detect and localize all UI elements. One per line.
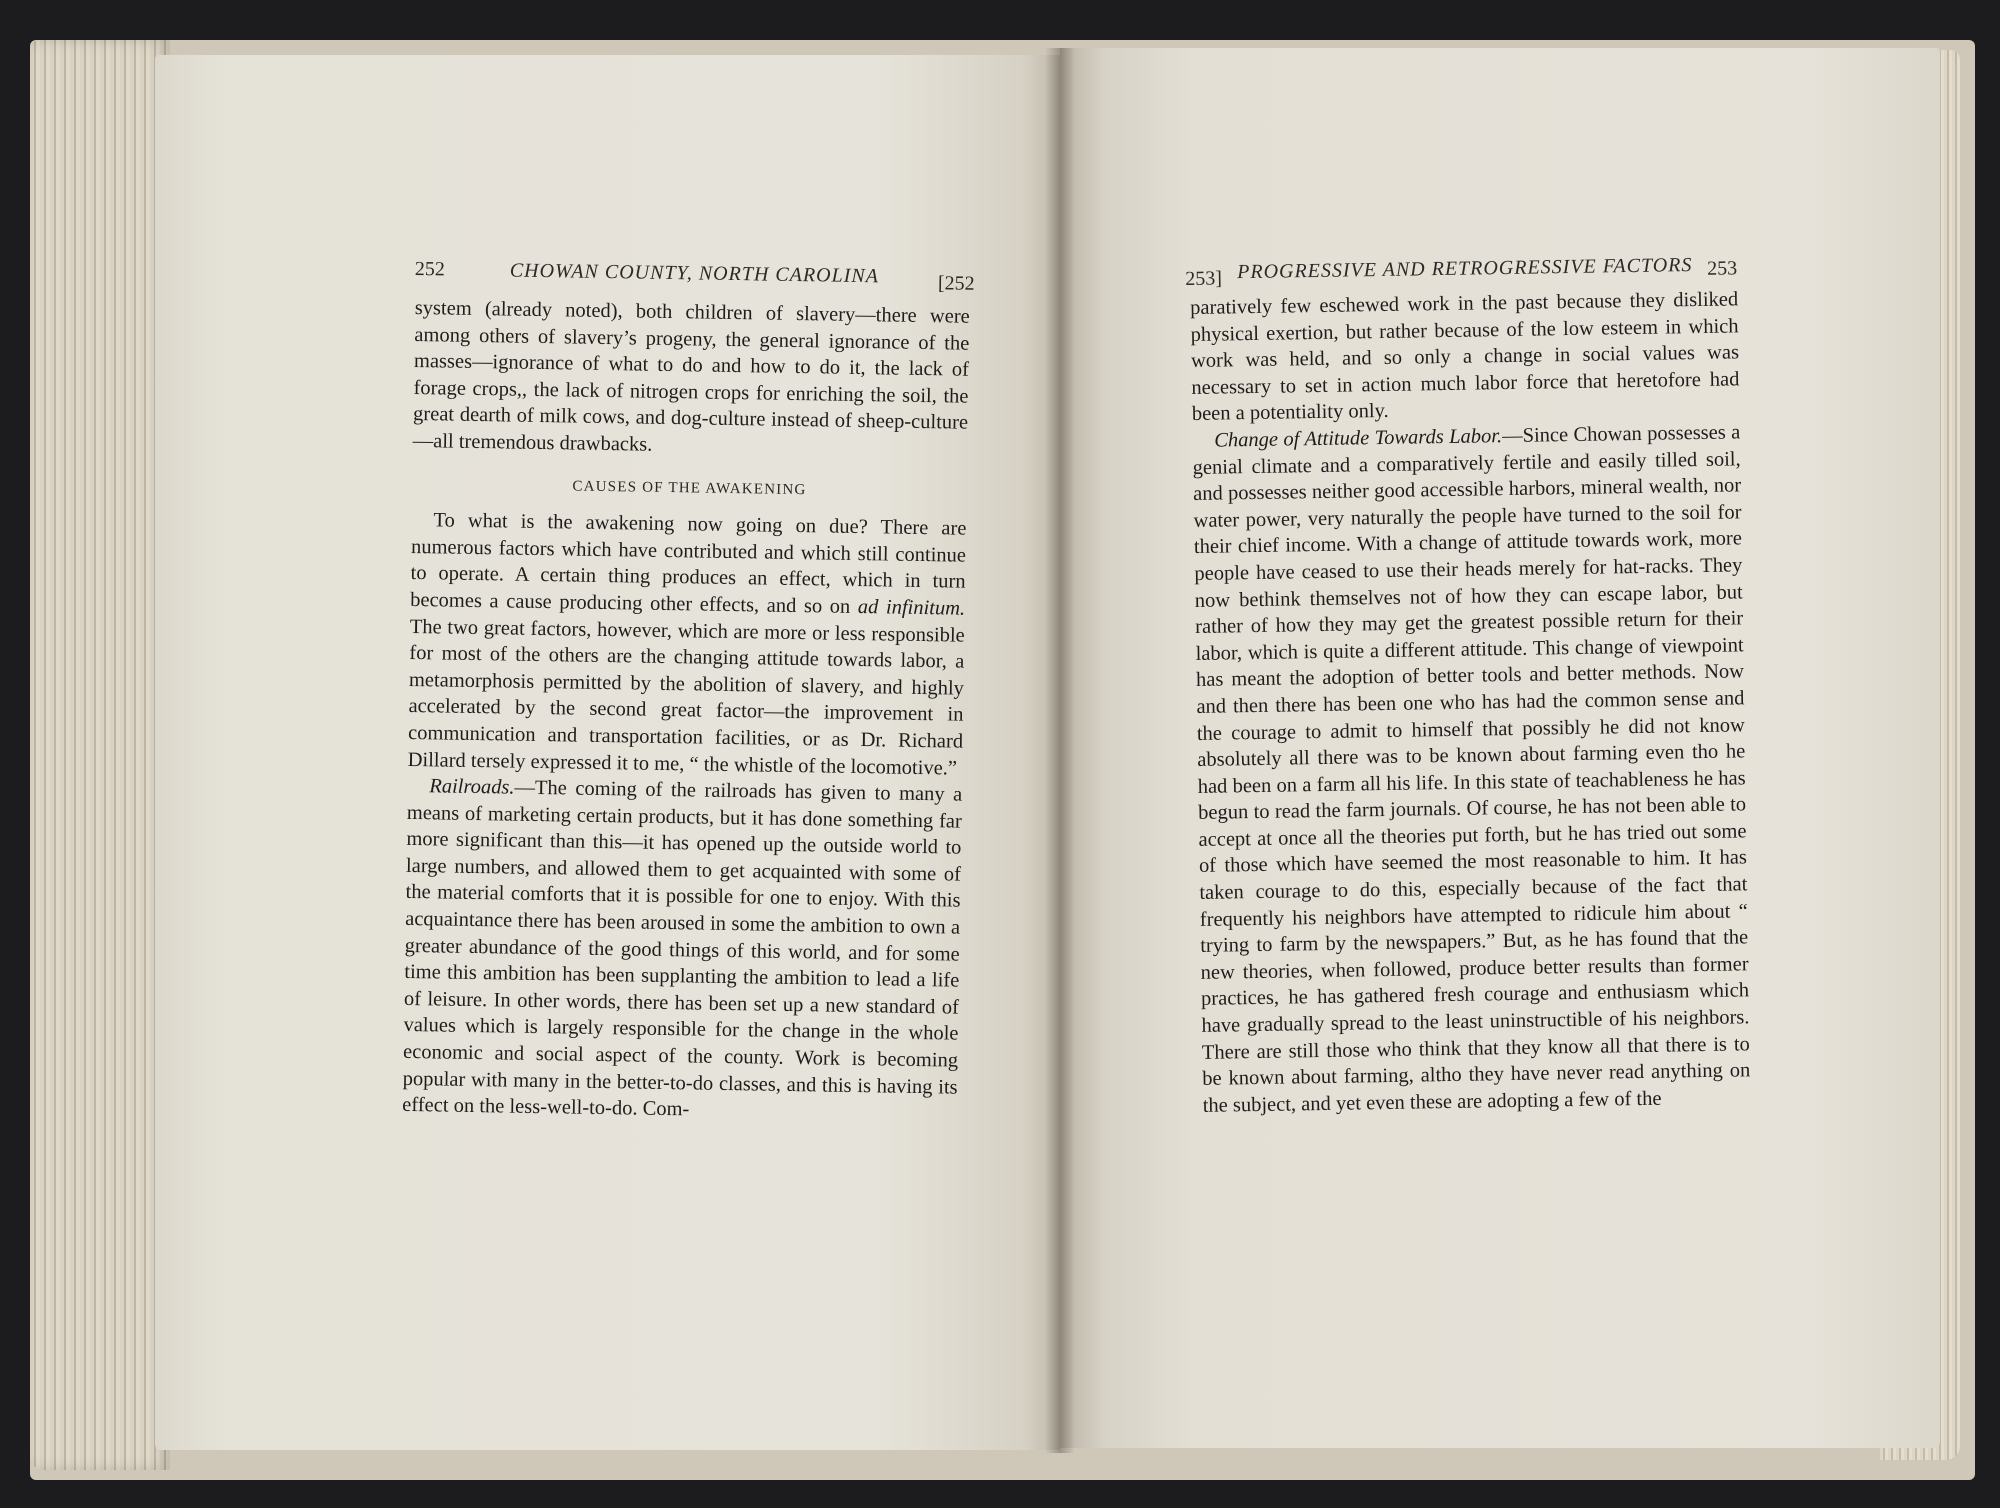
right-paragraph-2-text: —Since Chowan possesses a genial climate and a comparatively fertile and easily tilled soil, and possesses neither good accessible harbors, mineral wealth, nor water power, very naturally the people have turned to the soil for their chief income. With a change of attitude towards work, more people have ceased to use their heads merely for hat-racks. They now bethink themselves not of how they can escape labor, but rather of how they may get the greatest possible return for their labor, which is quite a different attitude. This change of viewpoint has meant the adoption of better tools and better methods. Now and then there has been one who has had the common sense and the courage to admit to himself that possibly he did not know absolutely all there was to be known about farming even tho he had been on a farm all his life. In this state of teachableness he has begun to read the farm journals. Of course, he has not been able to accept at once all the theories put forth, but he has tried out some of those which have seemed the most reasonable to him. It has taken courage to do this, especially because of the fact that frequently his neighbors have attempted to ridicule him about “ trying to farm by the newspapers.” But, as he has found that the new theories, when followed, produce better results than former practices, he has gathered fresh courage and enthusiasm which have gradually spread to the least uninstructible of his neighbors. There are still those who think that they know all that there is to be known about farming, altho they have never read anything on the subject, and yet even these are adopting a few of the xyxy=(1192,421,1751,1117)
left-paragraph-2-end: The two great factors, however, which are more or less responsible for most of the others are the changing attitude towards labor, a metamorphosis permitted by the abolition of slavery, and highly accelerated by the second great factor—the improvement in communication and transportation facilities, or as Dr. Richard Dillard tersely expressed it to me, “ the whistle of the locomotive.” xyxy=(407,615,965,780)
left-paragraph-3 xyxy=(402,773,962,1127)
section-heading: CAUSES OF THE AWAKENING xyxy=(572,478,807,498)
left-paragraph-2-start: To what is the awakening now going on due? There are numerous factors which have contributed and which still continue to operate. A certain thing produces an effect, which in turn becomes a cause producing other effects, and so on xyxy=(410,509,967,618)
left-running-title: CHOWAN COUNTY, NORTH CAROLINA xyxy=(509,259,880,288)
left-page-number: 252 xyxy=(414,258,445,281)
right-paragraph-2 xyxy=(1192,419,1751,1119)
left-paragraph-2 xyxy=(407,507,966,782)
left-paragraph-2-italic: ad infinitum. xyxy=(857,595,966,620)
left-page-stack xyxy=(30,40,170,1470)
railroads-subheading: Railroads. xyxy=(429,775,515,799)
right-running-title: PROGRESSIVE AND RETROGRESSIVE FACTORS xyxy=(1236,254,1693,284)
change-of-attitude-subheading: Change of Attitude Towards Labor. xyxy=(1214,425,1503,452)
left-paragraph-1: system (already noted), both children of slavery—there were among others of slavery’s progeny, the general ignorance of the masses—ignorance of what to do and how to do it, the lack of forage crops,, the lack of nitrogen crops for enriching the soil, the great dearth of milk cows, and dog-culture instead of sheep-culture—all tremendous drawbacks. xyxy=(412,296,970,456)
left-paragraph-3-text: —The coming of the railroads has given to many a means of marketing certain products, but it has done something far more significant than this—it has opened up the outside world to large numbers, and allowed them to get acquainted with some of the material comforts that it is possible for one to enjoy. With this acquaintance there has been aroused in some the ambition to own a greater abundance of the good things of this world, and for some time this ambition has been supplanting the ambition to lead a life of leisure. In other words, there has been set up a new standard of values which is largely responsible for the change in the whole economic and social aspect of the county. Work is becoming popular with many in the better-to-do classes, and this is having its effect on the less-well-to-do. Com- xyxy=(402,776,963,1121)
right-bracket-number: 253] xyxy=(1185,267,1223,290)
left-page-body xyxy=(402,295,970,1127)
book-gutter xyxy=(1045,48,1075,1453)
right-page-body xyxy=(1190,286,1751,1119)
right-page-number: 253 xyxy=(1706,257,1738,280)
left-bracket-number: [252 xyxy=(937,272,975,295)
right-paragraph-1: paratively few eschewed work in the past because they disliked physical exertion, but rather because of the low esteem in which work was held, and so only a change in social values was necessary to set in action much labor force that heretofore had been a potentiality only. xyxy=(1190,288,1740,426)
